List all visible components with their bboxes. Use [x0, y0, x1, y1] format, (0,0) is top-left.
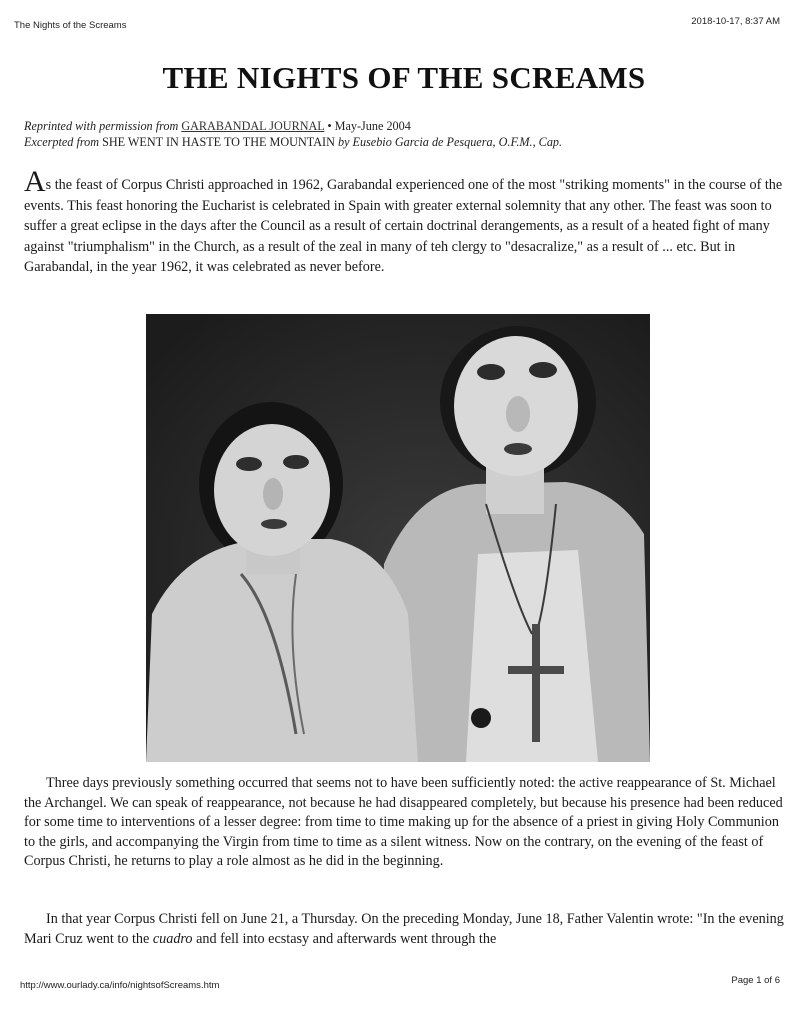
footer-page-number: Page 1 of 6 [731, 975, 780, 986]
body-paragraph-2: Three days previously something occurred that seems not to have been sufficiently noted: the active reappearance of St. Michael the Archangel. We can speak of reappearance, not because he had disappeared completely, but because his presence had been reduced for some time to interventions of a lesser degree: from time to time making up for the absence of a priest in giving Holy Communion to the girls, and accompanying the Virgin from time to time as a silent witness. Now on the contrary, on the evening of the feast of Corpus Christi, he returns to play a role almost as he did in the beginning. [24, 775, 783, 870]
excerpted-label: Excerpted from [24, 135, 100, 149]
book-author: by Eusebio Garcia de Pesquera, O.F.M., Cap. [337, 135, 563, 149]
article-photo [146, 314, 650, 762]
intro-text: s the feast of Corpus Christi approached in 1962, Garabandal experienced one of the most "striking moments" in the course of the events. This feast honoring the Eucharist is celebrated in Spain with greater external solemnity that any other. The feast was soon to suffer a great eclipse in the days after the Council as a result of certain doctrinal derangements, as a result of a heated fight of many against "triumphalism" in the Church, as a result of the zeal in many of teh clergy to "desacralize," as a result of ... etc. But in Garabandal, in the year 1962, it was celebrated as never before. [24, 177, 783, 276]
journal-link[interactable]: GARABANDAL JOURNAL [181, 119, 325, 133]
article-credits [24, 118, 784, 150]
paragraph3-start: In that year Corpus Christi fell on June 21, a Thursday. On the preceding Monday, June 18, Father Valentin wrote: "In the evening Mari Cruz went to the [24, 911, 784, 947]
body-paragraph-3 [24, 910, 784, 950]
photo-two-girls-gazing-upward [146, 314, 650, 762]
credit-line-reprint [24, 118, 784, 134]
footer-url: http://www.ourlady.ca/info/nightsofScreams.htm [20, 980, 220, 991]
drop-cap: A [24, 165, 46, 198]
credit-line-excerpt [24, 134, 784, 150]
paragraph3-end: and fell into ecstasy and afterwards went through the [196, 930, 497, 947]
paragraph3-emphasis: cuadro [152, 930, 193, 947]
journal-date: • May-June 2004 [327, 119, 411, 133]
page-header-title: The Nights of the Screams [14, 20, 127, 31]
intro-paragraph [24, 165, 786, 278]
reprinted-label: Reprinted with permission from [24, 119, 179, 133]
article-title: THE NIGHTS OF THE SCREAMS [162, 60, 646, 95]
print-timestamp: 2018-10-17, 8:37 AM [691, 16, 780, 27]
book-title: SHE WENT IN HASTE TO THE MOUNTAIN [102, 135, 335, 149]
